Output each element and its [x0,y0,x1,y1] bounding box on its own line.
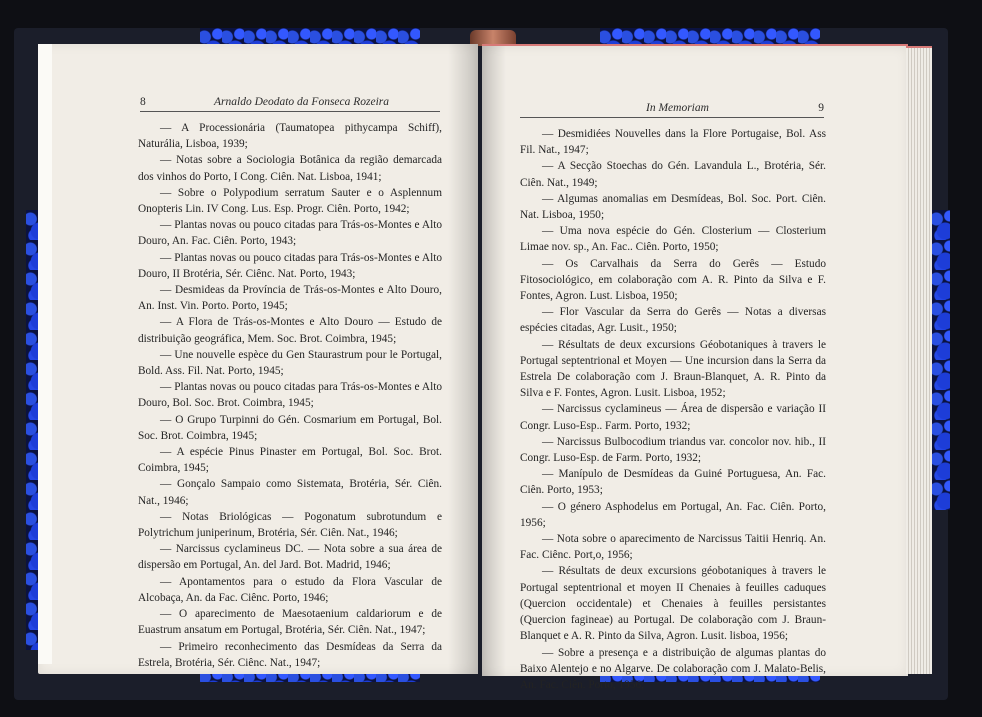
bibliography-entry: — A Secção Stoechas do Gén. Lavandula L., Brotéria, Sér. Ciên. Nat., 1949; [520,160,826,189]
bibliography-entry: — A espécie Pinus Pinaster em Portugal, Bol. Soc. Brot. Coimbra, 1945; [138,446,442,475]
bibliography-entry: — Résultats de deux excursions géobotaniques à travers le Portugal septentrional et moyen II Chenaies à feuilles caduques (Quercion occidentale) et Chenaies à feuilles persistantes (Quercion fagineae) au Portugal. De colaboração com J. Braun-Blanquet e A. R. Pinto da Silva, Agron. Lusit. lisboa, 1956; [520,565,826,643]
bibliography-entry: — Narcissus cyclamineus — Área de dispersão e variação II Congr. Luso-Esp.. Farm. Porto, 1932; [520,403,826,432]
bibliography-entry: — Plantas novas ou pouco citadas para Trás-os-Montes e Alto Douro, II Brotéria, Sér. Ciênc. Nat. Porto, 1943; [138,251,442,280]
marbled-endpaper-top-right [600,28,820,44]
bibliography-entry: — Manípulo de Desmídeas da Guiné Portuguesa, An. Fac. Ciên. Porto, 1953; [520,468,826,497]
bibliography-entry: — Sobre o Polypodium serratum Sauter e o Asplennum Onopteris Lin. IV Cong. Lus. Esp. Progr. Ciên. Porto, 1942; [138,186,442,216]
bibliography-entry: — Plantas novas ou pouco citadas para Trás-os-Montes e Alto Douro, Bol. Soc. Brot. Coimbra, 1945; [138,381,442,410]
bibliography-entry: — Narcissus Bulbocodium triandus var. concolor nov. hib., II Congr. Luso-Esp. de Farm. Porto, 1932; [520,435,826,465]
bibliography-entry: — O aparecimento de Maesotaenium caldariorum e de Euastrum ansatum em Portugal, Brotéria, Sér. Ciên. Nat., 1947; [138,608,442,637]
left-page-number: 8 [140,96,146,108]
marbled-endpaper-right [932,210,950,510]
bibliography-entry: — Apontamentos para o estudo da Flora Vascular de Alcobaça, An. da Fac. Ciênc. Porto, 1946; [138,575,442,604]
bibliography-entry: — A Flora de Trás-os-Montes e Alto Douro — Estudo de distribuição geográfica, Mem. Soc. Brot. Coimbra, 1945; [138,316,442,345]
bibliography-entry: — Uma nova espécie do Gén. Closterium — Closterium Limae nov. sp., An. Fac.. Ciên. Porto, 1950; [520,225,826,254]
right-running-head-title: In Memoriam [646,102,709,114]
bibliography-entry: — Une nouvelle espèce du Gen Staurastrum pour le Portugal, Bold. Ass. Fil. Nat. Porto, 1945; [138,348,442,378]
bibliography-entry: — Nota sobre o aparecimento de Narcissus Taitii Henriq. An. Fac. Ciênc. Port,o, 1956; [520,533,826,562]
bibliography-entry: — Plantas novas ou pouco citadas para Trás-os-Montes e Alto Douro, An. Fac. Ciên. Porto, 1943; [138,219,442,248]
bibliography-entry: — Sobre a presença e a distribuição de algumas plantas do Baixo Alentejo e no Algarve. De colaboração com J. Malato-Belis, An. Fac. Ciên. Porto, 1956; [520,646,826,691]
right-page-text [520,126,826,693]
left-page-text [138,120,442,671]
bibliography-entry: — Desmideas da Província de Trás-os-Montes e Alto Douro, An. Inst. Vin. Porto. Porto, 1945; [138,284,442,313]
bibliography-entry: — Desmidiées Nouvelles dans la Flore Portugaise, Bol. Ass Fil. Nat., 1947; [520,128,826,157]
left-running-head-title: Arnaldo Deodato da Fonseca Rozeira [214,96,390,108]
bibliography-entry: — Flor Vascular da Serra do Gerês — Notas a diversas espécies citadas, Agr. Lusit., 1950; [520,306,826,335]
left-page-edge [38,44,52,664]
right-page-number: 9 [818,102,824,114]
bibliography-entry: — Résultats de deux excursions Géobotaniques à travers le Portugal septentrional et Moyen — Une incursion dans la Serra da Estrela De colaboração com J. Braun-Blanquet, A. R. Pinto da Silva e F. Fontes, Agron. Lusit. Lisboa, 1952; [520,338,826,400]
right-running-head [520,102,824,118]
bibliography-entry: — O género Asphodelus em Portugal, An. Fac. Ciên. Porto, 1956; [520,500,826,529]
bibliography-entry: — Os Carvalhais da Serra do Gerês — Estudo Fitosociológico, em colaboração com A. R. Pinto da Silva e F. Fontes, Agron. Lust. Lisboa, 1950; [520,257,826,303]
left-running-head [140,96,440,112]
marbled-endpaper-top-left [200,28,420,44]
bibliography-entry: — Notas Briológicas — Pogonatum subrotundum e Polytrichum juniperinum, Brotéria, Sér. Ciên. Nat., 1946; [138,510,442,540]
bibliography-entry: — Notas sobre a Sociologia Botânica da região demarcada dos vinhos do Porto, I Cong. Ciên. Nat. Lisboa, 1941; [138,154,442,183]
bibliography-entry: — A Processionária (Taumatopea pithycampa Schiff), Naturália, Lisboa, 1939; [138,122,442,151]
bibliography-entry: — Algumas anomalias em Desmídeas, Bol. Soc. Port. Ciên. Nat. Lisboa, 1950; [520,192,826,222]
bibliography-entry: — Primeiro reconhecimento das Desmídeas da Serra da Estrela, Brotéria, Sér. Ciênc. Nat., 1947; [138,640,442,669]
bibliography-entry: — Gonçalo Sampaio como Sistemata, Brotéria, Sér. Ciên. Nat., 1946; [138,478,442,507]
bibliography-entry: — Narcissus cyclamineus DC. — Nota sobre a sua área de dispersão em Portugal, An. del Jard. Bot. Madrid, 1946; [138,543,442,572]
bibliography-entry: — O Grupo Turpinni do Gén. Cosmarium em Portugal, Bol. Soc. Brot. Coimbra, 1945; [138,413,442,442]
page-edges [906,46,932,674]
